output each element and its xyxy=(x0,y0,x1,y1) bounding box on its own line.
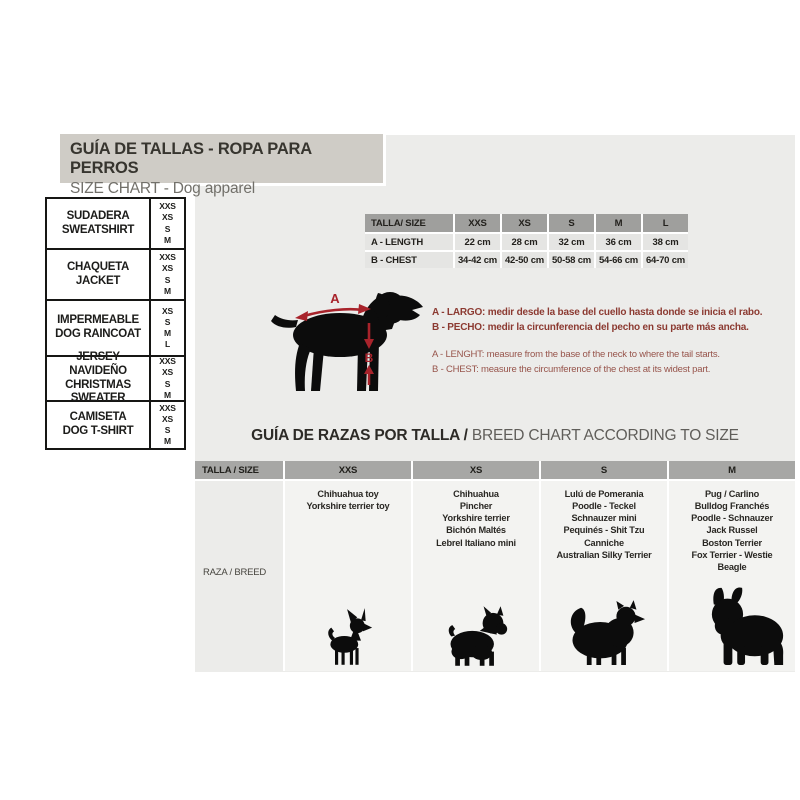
garment-sizes: XXS XS S M xyxy=(149,357,184,400)
column-header: M xyxy=(596,214,641,232)
table-cell: 28 cm xyxy=(502,234,547,250)
table-cell: 34-42 cm xyxy=(455,252,500,268)
breed-name: Bulldog Franchés xyxy=(694,501,770,512)
french-bulldog-silhouette-icon xyxy=(706,585,788,667)
breed-name: Canniche xyxy=(584,537,624,548)
garment-name-es: CAMISETA xyxy=(69,411,127,424)
column-header: XXS xyxy=(455,214,500,232)
column-header: TALLA / SIZE xyxy=(195,461,283,479)
breed-name: Lebrel Italiano mini xyxy=(436,537,516,548)
table-row xyxy=(45,400,186,450)
pomeranian-silhouette-icon xyxy=(562,600,646,667)
measurement-diagram xyxy=(266,281,438,398)
note-en-chest: B - CHEST: measure the circumference of the chest at its widest part. xyxy=(432,363,711,375)
breed-cell-xs xyxy=(413,481,539,671)
breed-name: Bichón Maltés xyxy=(446,525,506,536)
table-row xyxy=(45,197,186,250)
page-title xyxy=(60,134,386,197)
breed-name: Fox Terrier - Westie xyxy=(691,549,773,560)
column-header: L xyxy=(643,214,688,232)
breed-cell-xxs xyxy=(285,481,411,671)
breed-name: Beagle xyxy=(717,561,747,572)
garment-sizes: XXS XS S M xyxy=(149,199,184,248)
breed-chart-heading xyxy=(195,427,795,445)
column-header: XS xyxy=(413,461,539,479)
garment-name-es: SUDADERA xyxy=(66,209,130,222)
breed-name: Schnauzer mini xyxy=(571,513,637,524)
breed-cell-m xyxy=(669,481,795,671)
note-en-length: A - LENGHT: measure from the base of the neck to where the tail starts. xyxy=(432,349,720,360)
measurement-notes xyxy=(432,305,768,377)
chihuahua-silhouette-icon xyxy=(322,605,374,667)
table-cell: 50-58 cm xyxy=(549,252,594,268)
breed-name: Yorkshire terrier toy xyxy=(306,501,390,512)
table-cell: 64-70 cm xyxy=(643,252,688,268)
garment-name-en: CHRISTMAS SWEATER xyxy=(65,378,131,405)
row-label: RAZA / BREED xyxy=(195,481,283,671)
garment-name-en: DOG RAINCOAT xyxy=(55,328,141,340)
garment-sizes: XS S M L xyxy=(149,301,184,355)
breed-heading-en: BREED CHART ACCORDING TO SIZE xyxy=(471,427,739,444)
note-es-length: A - LARGO: medir desde la base del cuello hasta donde se inicia el rabo. xyxy=(432,307,763,318)
garment-name-en: SWEATSHIRT xyxy=(61,223,135,236)
column-header: XXS xyxy=(285,461,411,479)
garment-name-en: JACKET xyxy=(75,274,121,287)
breed-name: Chihuahua toy xyxy=(317,489,379,499)
breed-name: Poodle - Schnauzer xyxy=(691,513,773,524)
labrador-silhouette-icon xyxy=(266,281,438,398)
garment-name-es: CHAQUETA xyxy=(67,260,129,273)
garment-name-es: IMPERMEABLE xyxy=(57,314,139,327)
column-header: TALLA/ SIZE xyxy=(365,214,453,232)
column-header: S xyxy=(541,461,667,479)
garment-size-table xyxy=(45,197,186,450)
breed-chart-table xyxy=(195,461,795,671)
column-header: S xyxy=(549,214,594,232)
table-cell: 38 cm xyxy=(643,234,688,250)
breed-cell-s xyxy=(541,481,667,671)
breed-name: Pug / Carlino xyxy=(704,489,760,499)
breed-name: Australian Silky Terrier xyxy=(556,549,652,560)
table-cell: 22 cm xyxy=(455,234,500,250)
breed-name: Boston Terrier xyxy=(702,537,762,548)
size-measurement-table xyxy=(365,214,688,268)
breed-name: Poodle - Teckel xyxy=(572,501,636,512)
table-row xyxy=(45,248,186,301)
arrow-label-a: A xyxy=(330,291,340,306)
table-row xyxy=(45,351,186,405)
garment-name-es: JERSEY NAVIDEÑO xyxy=(69,351,127,377)
breed-name: Chihuahua xyxy=(453,489,499,499)
table-cell: 42-50 cm xyxy=(502,252,547,268)
garment-name-en: DOG T-SHIRT xyxy=(62,425,134,437)
breed-heading-es: GUÍA DE RAZAS POR TALLA / xyxy=(251,427,468,444)
arrow-label-b: B xyxy=(364,351,374,365)
column-header: M xyxy=(669,461,795,479)
table-cell: 54-66 cm xyxy=(596,252,641,268)
column-header: XS xyxy=(502,214,547,232)
note-es-chest: B - PECHO: medir la circunferencia del pecho en su parte más ancha. xyxy=(432,322,749,333)
garment-sizes: XXS XS S M xyxy=(149,402,184,448)
title-spanish: GUÍA DE TALLAS - ROPA PARA PERROS xyxy=(70,140,312,177)
title-english: SIZE CHART - Dog apparel xyxy=(70,180,256,197)
breed-name: Pincher xyxy=(459,501,493,512)
breed-name: Lulú de Pomerania xyxy=(564,489,644,499)
table-row xyxy=(45,299,186,357)
row-label: B - CHEST xyxy=(365,252,453,268)
table-cell: 36 cm xyxy=(596,234,641,250)
breed-name: Jack Russel xyxy=(706,525,758,536)
breed-name: Pequinés - Shit Tzu xyxy=(563,525,645,536)
row-label: A - LENGTH xyxy=(365,234,453,250)
breed-name: Yorkshire terrier xyxy=(442,513,510,524)
table-cell: 32 cm xyxy=(549,234,594,250)
yorkshire-silhouette-icon xyxy=(442,606,510,667)
garment-sizes: XXS XS S M xyxy=(149,250,184,299)
